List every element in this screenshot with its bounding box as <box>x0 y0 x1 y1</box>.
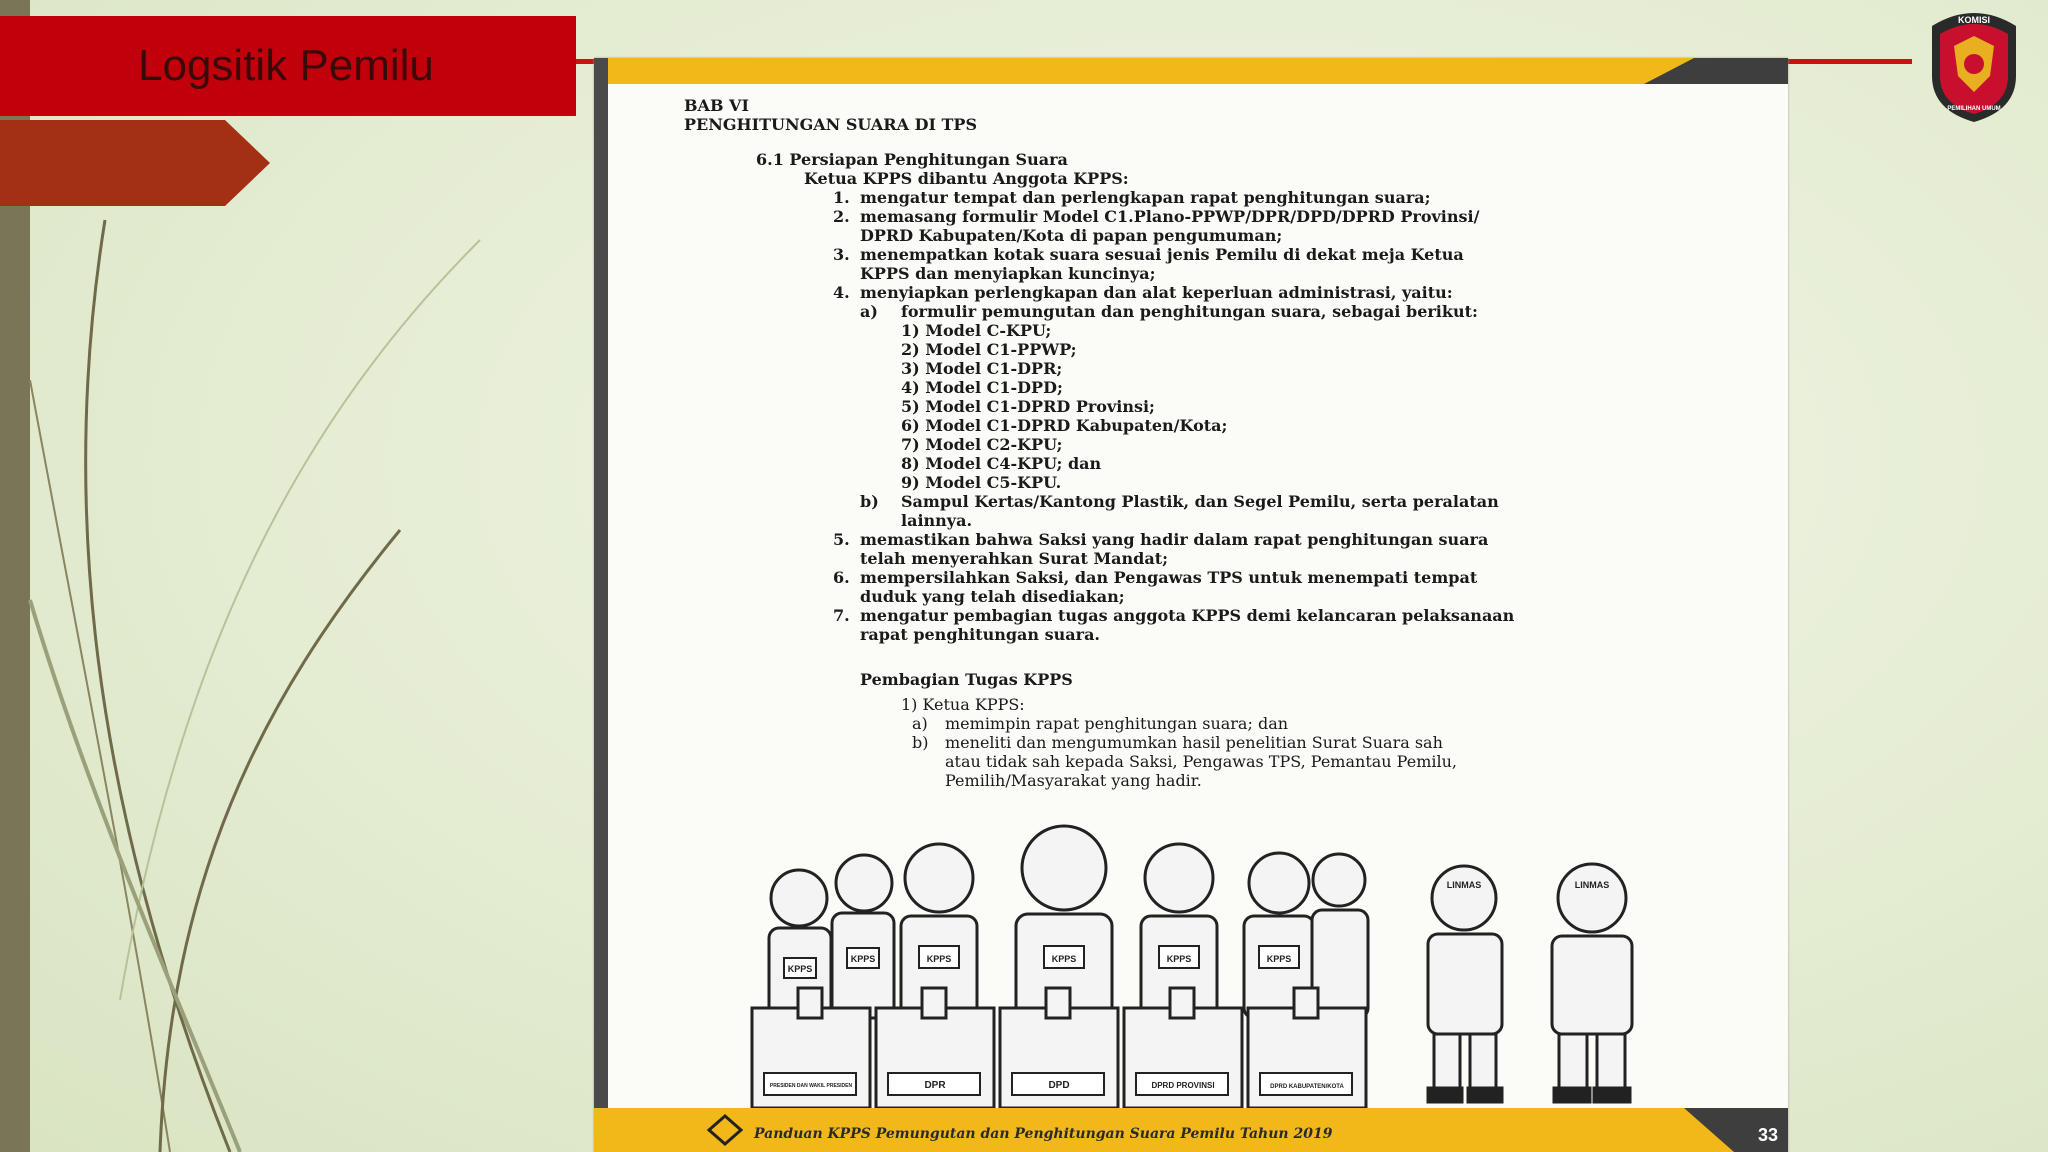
model-item: 2) Model C1-PPWP; <box>901 340 1077 359</box>
officer-badge-label: KPPS <box>850 954 876 964</box>
model-item: 5) Model C1-DPRD Provinsi; <box>901 397 1155 416</box>
list-item-number: 2. <box>833 207 850 226</box>
kpu-logo <box>1924 6 2024 124</box>
section-intro: Ketua KPPS dibantu Anggota KPPS: <box>804 169 1129 188</box>
duty-marker: a) <box>912 714 928 733</box>
ballot-box-label: PRESIDEN DAN WAKIL PRESIDEN <box>769 1083 853 1089</box>
sub-item <box>684 492 1728 530</box>
list-item-text: mengatur tempat dan perlengkapan rapat penghitungan suara; <box>860 188 1431 207</box>
kpps-officer-figure <box>1312 854 1368 1018</box>
list-item-number: 7. <box>833 606 850 625</box>
duty-text: atau tidak sah kepada Saksi, Pengawas TPS, Pemantau Pemilu, <box>945 752 1457 771</box>
slide-title: Logsitik Pemilu <box>138 41 434 90</box>
chapter-title: PENGHITUNGAN SUARA DI TPS <box>684 115 978 134</box>
model-item: 9) Model C5-KPU. <box>901 473 1062 492</box>
ballot-box-label: DPRD PROVINSI <box>1151 1081 1215 1090</box>
sub-item-text: formulir pemungutan dan penghitungan suara, sebagai berikut: <box>901 302 1478 321</box>
list-item-text: DPRD Kabupaten/Kota di papan pengumuman; <box>860 226 1283 245</box>
sub-item-marker: b) <box>860 492 879 511</box>
list-item-number: 3. <box>833 245 850 264</box>
document-page-image <box>594 58 1788 1152</box>
model-item: 6) Model C1-DPRD Kabupaten/Kota; <box>901 416 1228 435</box>
list-item <box>684 568 1728 606</box>
list-item <box>684 283 1728 302</box>
duty-text: meneliti dan mengumumkan hasil penelitian Surat Suara sah <box>945 733 1443 752</box>
list-item <box>684 530 1728 568</box>
duty-item <box>684 733 1728 790</box>
officer-badge-label: KPPS <box>1166 954 1192 964</box>
model-list <box>684 321 1728 492</box>
logo-bottom-text: PEMILIHAN UMUM <box>1947 106 2001 112</box>
duty-item <box>684 714 1728 733</box>
logo-top-text: KOMISI <box>1957 15 1991 25</box>
duty-marker: b) <box>912 733 929 752</box>
page-footer-text: Panduan KPPS Pemungutan dan Penghitungan Suara Pemilu Tahun 2019 <box>754 1126 1333 1142</box>
page-left-band <box>594 58 608 1152</box>
page-number: 33 <box>1757 1125 1778 1145</box>
list-item-text: memasang formulir Model C1.Plano-PPWP/DPR/DPD/DPRD Provinsi/ <box>860 207 1480 226</box>
officer-badge-label: KPPS <box>1051 954 1077 964</box>
list-item <box>684 606 1728 644</box>
ballot-box-label: DPR <box>924 1080 946 1091</box>
officer-badge-label: KPPS <box>787 964 813 974</box>
list-item-text: mengatur pembagian tugas anggota KPPS demi kelancaran pelaksanaan <box>860 606 1515 625</box>
arrow-tab-shape <box>0 120 270 206</box>
list-item-text: menyiapkan perlengkapan dan alat keperluan administrasi, yaitu: <box>860 283 1453 302</box>
slide-title-bar <box>0 16 576 116</box>
list-item-text: mempersilahkan Saksi, dan Pengawas TPS untuk menempati tempat <box>860 568 1478 587</box>
list-item-number: 6. <box>833 568 850 587</box>
list-item-number: 4. <box>833 283 850 302</box>
list-item <box>684 245 1728 283</box>
ballot-box-label: DPRD KABUPATEN/KOTA <box>1270 1084 1344 1090</box>
duty-text: Pemilih/Masyarakat yang hadir. <box>945 771 1202 790</box>
model-item: 8) Model C4-KPU; dan <box>901 454 1102 473</box>
sub-item-text: lainnya. <box>901 511 973 530</box>
list-item <box>684 188 1728 207</box>
sub-item-text: Sampul Kertas/Kantong Plastik, dan Segel Pemilu, serta peralatan <box>901 492 1499 511</box>
guard-cap-label: LINMAS <box>1574 880 1610 890</box>
duty-heading: Pembagian Tugas KPPS <box>860 670 1073 689</box>
model-item: 7) Model C2-KPU; <box>901 435 1063 454</box>
list-item-text: telah menyerahkan Surat Mandat; <box>860 549 1169 568</box>
officer-badge-label: KPPS <box>926 954 952 964</box>
list-item-text: duduk yang telah disediakan; <box>860 587 1125 606</box>
officer-badge-label: KPPS <box>1266 954 1292 964</box>
list-item-text: menempatkan kotak suara sesuai jenis Pemilu di dekat meja Ketua <box>860 245 1464 264</box>
section-heading: 6.1 Persiapan Penghitungan Suara <box>756 150 1068 169</box>
sub-item <box>684 302 1728 321</box>
list-item-number: 5. <box>833 530 850 549</box>
kpps-illustration <box>744 818 1734 1118</box>
list-item-text: memastikan bahwa Saksi yang hadir dalam rapat penghitungan suara <box>860 530 1489 549</box>
ballot-box-label: DPD <box>1048 1080 1070 1091</box>
linmas-guard-figure <box>1552 864 1632 1102</box>
model-item: 3) Model C1-DPR; <box>901 359 1063 378</box>
guard-cap-label: LINMAS <box>1446 880 1482 890</box>
chapter-label: BAB VI <box>684 96 749 115</box>
list-item-text: rapat penghitungan suara. <box>860 625 1100 644</box>
linmas-guard-figure <box>1428 866 1502 1102</box>
duty-role: 1) Ketua KPPS: <box>901 695 1025 714</box>
model-item: 1) Model C-KPU; <box>901 321 1052 340</box>
list-item-text: KPPS dan menyiapkan kuncinya; <box>860 264 1156 283</box>
document-text <box>684 96 1728 790</box>
model-item: 4) Model C1-DPD; <box>901 378 1063 397</box>
sub-item-marker: a) <box>860 302 878 321</box>
list-item-number: 1. <box>833 188 850 207</box>
duty-text: memimpin rapat penghitungan suara; dan <box>945 714 1289 733</box>
page-top-accent <box>594 58 1788 84</box>
list-item <box>684 207 1728 245</box>
kpps-officer-figure <box>832 855 894 1018</box>
